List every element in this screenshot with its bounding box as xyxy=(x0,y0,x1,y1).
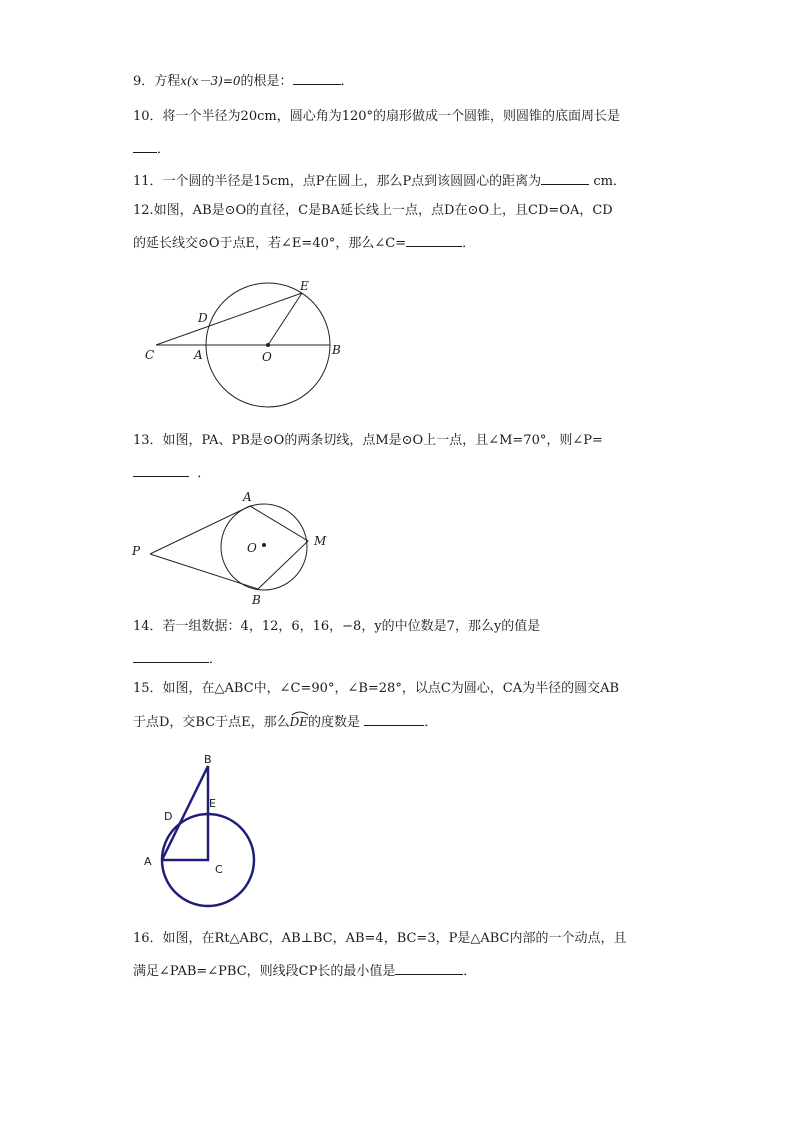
answer-blank-15[interactable] xyxy=(364,713,424,726)
q15-text-line2b: 的度数是 xyxy=(308,715,361,730)
q15-end: ． xyxy=(424,715,438,730)
q13-text: 13．如图，PA、PB是⊙O的两条切线，点M是⊙O上一点，且∠M=70°，则∠P= xyxy=(133,433,603,448)
q9-equation: x(x－3)=0 xyxy=(180,74,241,88)
answer-blank-10[interactable] xyxy=(133,140,157,153)
q16-text-line2: 满足∠PAB=∠PBC，则线段CP长的最小值是 xyxy=(133,964,396,979)
q9-number: 9．方程 xyxy=(133,74,181,89)
q10-text: 10．将一个半径为20cm，圆心角为120°的扇形做成一个圆锥，则圆锥的底面周长是 xyxy=(133,109,621,124)
label-d: D xyxy=(164,810,173,823)
answer-blank-9[interactable] xyxy=(293,72,341,85)
figure-13 xyxy=(128,488,338,610)
q12-text-line1: 12.如图，AB是⊙O的直径，C是BA延长线上一点，点D在⊙O上，且CD=OA，CD xyxy=(133,203,613,218)
tangent-quadrilateral xyxy=(150,506,308,589)
label-p: P xyxy=(132,544,141,558)
label-b: B xyxy=(332,343,341,357)
question-16-line2 xyxy=(133,962,476,981)
question-10-line2 xyxy=(133,140,170,159)
answer-blank-11[interactable] xyxy=(541,172,589,185)
question-12-line2 xyxy=(133,234,475,253)
q12-end: ． xyxy=(462,236,476,251)
question-14-line2 xyxy=(133,650,222,669)
arc-mark xyxy=(290,710,310,716)
answer-blank-16[interactable] xyxy=(395,962,463,975)
q12-text-line2: 的延长线交⊙O于点E，若∠E=40°，那么∠C= xyxy=(133,236,407,251)
q9-end: ． xyxy=(340,74,354,89)
question-13-line2 xyxy=(133,464,210,483)
q14-end: ． xyxy=(209,652,223,667)
answer-blank-12[interactable] xyxy=(406,234,462,247)
q14-text: 14．若一组数据：4，12，6，16，−8，y的中位数是7，那么y的值是 xyxy=(133,619,541,634)
figure-15 xyxy=(140,748,270,916)
answer-blank-13[interactable] xyxy=(133,464,189,477)
label-d: D xyxy=(198,311,208,325)
label-o: O xyxy=(247,541,257,555)
q15-text-line2: 于点D，交BC于点E，那么 xyxy=(133,715,290,730)
question-14 xyxy=(133,618,540,636)
center-point-o xyxy=(266,343,270,347)
q10-end: ． xyxy=(157,142,171,157)
question-11 xyxy=(133,172,626,191)
label-b: B xyxy=(252,593,261,607)
question-9 xyxy=(133,72,354,91)
label-a: A xyxy=(243,490,252,504)
label-c: C xyxy=(215,863,223,876)
answer-blank-14[interactable] xyxy=(133,650,209,663)
q13-end: ． xyxy=(197,466,211,481)
q16-text-line1: 16．如图，在Rt△ABC，AB⊥BC，AB=4，BC=3，P是△ABC内部的一个动点，且 xyxy=(133,931,627,946)
line-oe xyxy=(268,293,302,345)
label-m: M xyxy=(314,534,327,548)
q16-end: ． xyxy=(463,964,477,979)
question-13 xyxy=(133,432,603,450)
label-o: O xyxy=(262,350,272,364)
figure-12 xyxy=(140,275,360,415)
q11-text: 11．一个圆的半径是15cm，点P在圆上，那么P点到该圆圆心的距离为 xyxy=(133,174,542,189)
question-16 xyxy=(133,930,626,948)
q11-unit: cm． xyxy=(593,174,626,189)
question-10 xyxy=(133,108,620,126)
q15-text-line1: 15．如图，在△ABC中，∠C=90°，∠B=28°，以点C为圆心，CA为半径的圆交AB xyxy=(133,681,620,696)
question-15 xyxy=(133,680,619,698)
q9-suffix: 的根是： xyxy=(240,74,293,89)
label-c: C xyxy=(145,348,155,362)
label-b: B xyxy=(204,753,212,766)
label-e: E xyxy=(300,279,309,293)
label-e: E xyxy=(209,797,216,810)
line-ce xyxy=(156,293,302,345)
arc-de-symbol: DE xyxy=(290,713,308,731)
label-a: A xyxy=(144,855,152,868)
question-15-line2 xyxy=(133,713,437,732)
center-point-o xyxy=(262,543,266,547)
label-a: A xyxy=(194,348,203,362)
question-12 xyxy=(133,202,613,220)
